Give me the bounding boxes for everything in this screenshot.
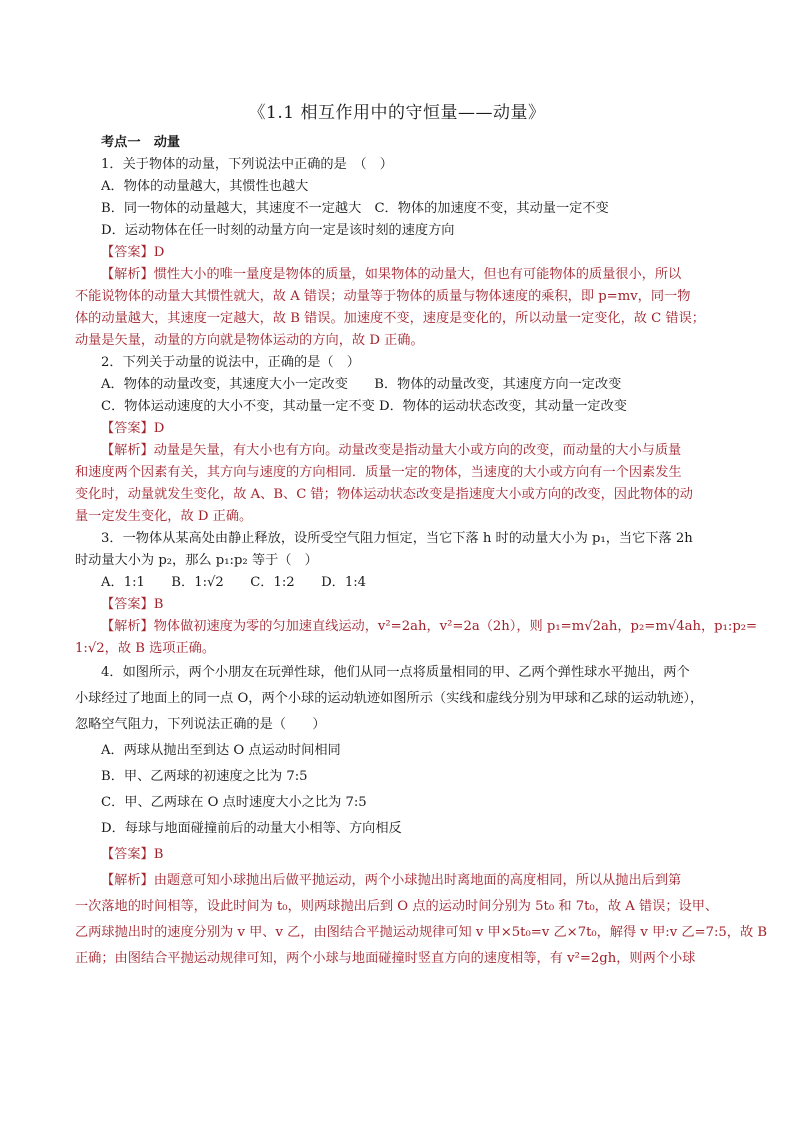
- q4-option-d: D．每球与地面碰撞前后的动量大小相等、方向相反: [101, 821, 402, 836]
- q1-option-bc: B．同一物体的动量越大，其速度不一定越大 C．物体的加速度不变，其动量一定不变: [101, 201, 609, 216]
- document-title: 《1.1 相互作用中的守恒量——动量》: [248, 103, 546, 123]
- q4-option-b: B．甲、乙两球的初速度之比为 7:5: [101, 769, 308, 784]
- q4-option-c: C．甲、乙两球在 O 点时速度大小之比为 7:5: [101, 795, 367, 810]
- q3-analysis-line: 【解析】物体做初速度为零的匀加速直线运动，v²=2ah，v²=2a（2h），则 p₁=m√2ah，p₂=m√4ah，p₁:p₂=: [101, 619, 758, 634]
- q1-option-a: A．物体的动量越大，其惯性也越大: [101, 179, 309, 194]
- document-body: [75, 132, 768, 972]
- q4-analysis-line: 【解析】由题意可知小球抛出后做平抛运动，两个小球抛出时离地面的高度相同，所以从抛出后到第: [101, 873, 682, 888]
- q4-analysis-line: 乙两球抛出时的速度分别为 v 甲、v 乙，由图结合平抛运动规律可知 v 甲×5t₀=v 乙×7t₀，解得 v 甲:v 乙=7:5，故 B: [75, 925, 768, 940]
- q4-stem: 4．如图所示，两个小朋友在玩弹性球，他们从同一点将质量相同的甲、乙两个弹性球水平抛出，两个: [101, 665, 690, 680]
- q1-option-d: D．运动物体在任一时刻的动量方向一定是该时刻的速度方向: [101, 223, 455, 238]
- q3-options: A．1:1 B．1:√2 C．1:2 D．1:4: [101, 575, 367, 590]
- q3-stem: 3．一物体从某高处由静止释放，设所受空气阻力恒定，当它下落 h 时的动量大小为 p₁，当它下落 2h: [101, 531, 693, 546]
- section-heading: 考点一 动量: [101, 135, 181, 150]
- q4-answer: 【答案】B: [101, 847, 164, 862]
- q4-analysis-line: 一次落地的时间相等，设此时间为 t₀，则两球抛出后到 O 点的运动时间分别为 5t₀ 和 7t₀，故 A 错误；设甲、: [75, 899, 719, 914]
- q2-analysis-line: 量一定发生变化，故 D 正确。: [75, 509, 253, 524]
- q1-stem: 1．关于物体的动量，下列说法中正确的是 （ ）: [101, 157, 393, 172]
- q4-option-a: A．两球从抛出至到达 O 点运动时间相同: [101, 743, 341, 758]
- q2-option-ab: A．物体的动量改变，其速度大小一定改变 B．物体的动量改变，其速度方向一定改变: [101, 377, 622, 392]
- q1-analysis-line: 不能说物体的动量大其惯性就大，故 A 错误；动量等于物体的质量与物体速度的乘积，即 p=mv，同一物: [75, 289, 691, 304]
- q2-answer: 【答案】D: [101, 421, 165, 436]
- q2-option-cd: C．物体运动速度的大小不变，其动量一定不变 D．物体的运动状态改变，其动量一定改变: [101, 399, 627, 414]
- q1-answer: 【答案】D: [101, 245, 165, 260]
- q4-stem-cont: 忽略空气阻力，下列说法正确的是（ ）: [75, 717, 326, 732]
- q2-analysis-line: 变化时，动量就发生变化，故 A、B、C 错；物体运动状态改变是指速度大小或方向的改变，因此物体的动: [75, 487, 693, 502]
- q2-analysis-line: 和速度两个因素有关，其方向与速度的方向相同．质量一定的物体，当速度的大小或方向有一个因素发生: [75, 465, 682, 480]
- q2-stem: 2．下列关于动量的说法中，正确的是（ ）: [101, 355, 360, 370]
- q3-analysis-line: 1:√2，故 B 选项正确。: [75, 641, 216, 656]
- q2-analysis-line: 【解析】动量是矢量，有大小也有方向。动量改变是指动量大小或方向的改变，而动量的大小与质量: [101, 443, 682, 458]
- q3-stem-cont: 时动量大小为 p₂，那么 p₁:p₂ 等于（ ）: [75, 553, 318, 568]
- q4-analysis-line: 正确；由图结合平抛运动规律可知，两个小球与地面碰撞时竖直方向的速度相等，有 v²=2gh，则两个小球: [75, 951, 696, 966]
- q1-analysis-line: 动量是矢量，动量的方向就是物体运动的方向，故 D 正确。: [75, 333, 424, 348]
- q1-analysis-line: 体的动量越大，其速度一定越大，故 B 错误。加速度不变，速度是变化的，所以动量一定变化，故 C 错误；: [75, 311, 705, 326]
- q1-analysis-line: 【解析】惯性大小的唯一量度是物体的质量，如果物体的动量大，但也有可能物体的质量很小，所以: [101, 267, 682, 282]
- q3-answer: 【答案】B: [101, 597, 164, 612]
- q4-stem-cont: 小球经过了地面上的同一点 O，两个小球的运动轨迹如图所示（实线和虚线分别为甲球和乙球的运动轨迹），: [75, 691, 704, 706]
